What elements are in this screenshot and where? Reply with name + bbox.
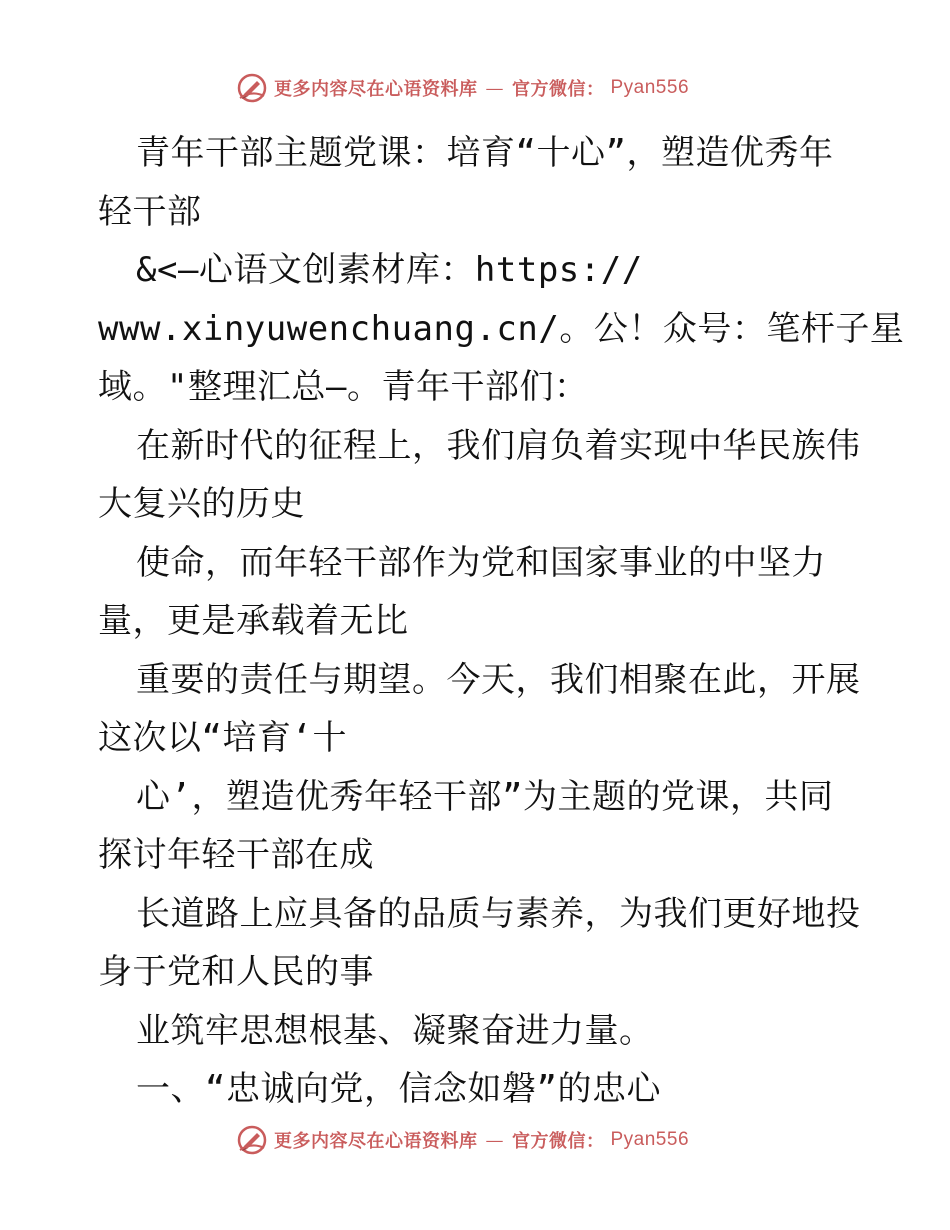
- document-body: [98, 124, 905, 1119]
- watermark-title: 更多内容尽在心语资料库: [274, 79, 478, 100]
- text-line: 轻干部: [98, 191, 202, 232]
- header-watermark: [236, 70, 716, 106]
- text-line: 重要的责任与期望。今天，我们相聚在此，开展: [136, 659, 861, 700]
- text-line: 这次以“培育‘十: [98, 718, 347, 758]
- text-line: 青年干部主题党课：培育“十心”，塑造优秀年: [136, 133, 834, 173]
- text-line: 业筑牢思想根基、凝聚奋进力量。: [136, 1010, 654, 1051]
- text-line: 域。"整理汇总—。青年干部们：: [98, 367, 589, 407]
- section-heading: 一、“忠诚向党，信念如磐”的忠心: [136, 1069, 661, 1109]
- pen-logo-icon: [236, 72, 268, 104]
- text-line: 长道路上应具备的品质与素养，为我们更好地投: [136, 893, 861, 934]
- footer-watermark: [236, 1122, 716, 1158]
- watermark-official-label: 官方微信：: [512, 79, 605, 100]
- text-line: 大复兴的历史: [98, 484, 305, 524]
- pen-logo-icon: [236, 1124, 268, 1156]
- text-line: &<—心语文创素材库：https://: [136, 250, 643, 290]
- text-line: 探讨年轻干部在成: [98, 835, 374, 875]
- watermark-wechat-id: Pyan556: [610, 77, 690, 98]
- text-line: 量，更是承载着无比: [98, 601, 409, 641]
- watermark-title: 更多内容尽在心语资料库: [274, 1131, 478, 1152]
- text-line: 心’，塑造优秀年轻干部”为主题的党课，共同: [136, 776, 834, 817]
- text-line: 使命，而年轻干部作为党和国家事业的中坚力: [136, 542, 826, 583]
- watermark-dash: —: [485, 1129, 504, 1151]
- text-line: www.xinyuwenchuang.cn/。公！众号：笔杆子星: [98, 308, 905, 349]
- watermark-official-label: 官方微信：: [512, 1131, 605, 1152]
- text-line: 身于党和人民的事: [98, 952, 374, 992]
- watermark-dash: —: [485, 77, 504, 99]
- text-line: 在新时代的征程上，我们肩负着实现中华民族伟: [136, 425, 861, 466]
- watermark-wechat-id: Pyan556: [610, 1129, 690, 1150]
